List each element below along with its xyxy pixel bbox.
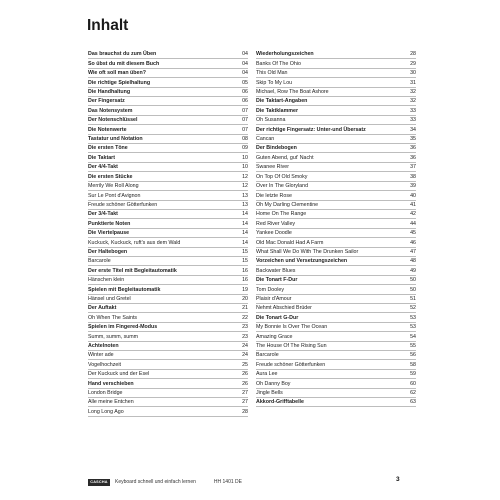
toc-entry-page: 38 bbox=[410, 173, 416, 180]
toc-entry-page: 60 bbox=[410, 380, 416, 387]
toc-entry bbox=[88, 379, 248, 388]
toc-entry-page: 29 bbox=[410, 60, 416, 67]
toc-entry bbox=[88, 257, 248, 266]
toc-entry bbox=[256, 257, 416, 266]
toc-entry-title: Long Long Ago bbox=[88, 408, 124, 415]
toc-entry-page: 53 bbox=[410, 324, 416, 331]
toc-entry-page: 49 bbox=[410, 267, 416, 274]
toc-entry-title: Vogelhochzeit bbox=[88, 361, 121, 368]
page-number: 3 bbox=[396, 476, 400, 483]
toc-entry-page: 21 bbox=[242, 305, 248, 312]
toc-entry bbox=[256, 295, 416, 304]
toc-entry-title: Die Tonart F-Dur bbox=[256, 277, 298, 284]
toc-column-left bbox=[88, 50, 248, 417]
toc-entry-page: 33 bbox=[410, 107, 416, 114]
toc-entry-title: Achtelnoten bbox=[88, 343, 119, 349]
toc-entry bbox=[256, 182, 416, 191]
toc-entry bbox=[88, 153, 248, 162]
toc-entry bbox=[88, 163, 248, 172]
toc-entry-page: 36 bbox=[410, 145, 416, 152]
page-title: Inhalt bbox=[87, 17, 129, 34]
toc-entry-page: 14 bbox=[242, 220, 248, 227]
toc-entry-title: This Old Man bbox=[256, 70, 288, 77]
toc-entry-title: Amazing Grace bbox=[256, 333, 293, 340]
toc-entry bbox=[256, 88, 416, 97]
toc-entry-title: So übst du mit diesem Buch bbox=[88, 60, 160, 67]
toc-entry-page: 28 bbox=[410, 51, 416, 58]
toc-entry-title: Red River Valley bbox=[256, 220, 296, 227]
toc-entry-page: 04 bbox=[242, 60, 248, 67]
toc-entry-title: Der Haltebogen bbox=[88, 248, 128, 255]
toc-entry bbox=[256, 191, 416, 200]
toc-entry-page: 15 bbox=[242, 248, 248, 255]
toc-entry-title: Plaisir d'Amour bbox=[256, 295, 292, 302]
toc-entry-page: 63 bbox=[410, 399, 416, 406]
toc-entry-title: Die Tonart G-Dur bbox=[256, 314, 299, 321]
toc-entry-title: Die Notenwerte bbox=[88, 126, 127, 133]
toc-entry bbox=[88, 398, 248, 407]
toc-entry bbox=[88, 351, 248, 360]
toc-entry-page: 12 bbox=[242, 183, 248, 190]
toc-entry-title: Oh Danny Boy bbox=[256, 380, 291, 387]
toc-entry-page: 31 bbox=[410, 79, 416, 86]
toc-entry bbox=[256, 78, 416, 87]
toc-entry-title: Oh Susanna bbox=[256, 117, 286, 124]
toc-entry-title: Wie oft soll man üben? bbox=[88, 70, 146, 77]
toc-entry bbox=[256, 97, 416, 106]
product-code: HH 1401 DE bbox=[213, 479, 242, 485]
toc-entry-title: Nehmt Abschied Brüder bbox=[256, 305, 312, 312]
toc-entry bbox=[256, 379, 416, 388]
toc-entry-page: 23 bbox=[242, 324, 248, 331]
toc-entry bbox=[88, 370, 248, 379]
toc-entry-title: Yankee Doodle bbox=[256, 230, 292, 237]
toc-entry-title: Alle meine Entchen bbox=[88, 399, 134, 406]
toc-entry-page: 24 bbox=[242, 343, 248, 349]
toc-entry-page: 58 bbox=[410, 361, 416, 368]
toc-entry-page: 53 bbox=[410, 314, 416, 321]
toc-entry-title: Backwater Blues bbox=[256, 267, 296, 274]
toc-entry-page: 07 bbox=[242, 126, 248, 133]
toc-entry bbox=[256, 106, 416, 115]
toc-entry-page: 25 bbox=[242, 361, 248, 368]
toc-entry-title: Hänschen klein bbox=[88, 277, 125, 284]
toc-entry-page: 10 bbox=[242, 164, 248, 171]
toc-entry bbox=[88, 407, 248, 416]
toc-entry-title: Der 4/4-Takt bbox=[88, 164, 118, 171]
toc-entry-page: 39 bbox=[410, 183, 416, 190]
toc-entry-title: Barcarole bbox=[88, 258, 111, 265]
toc-entry-page: 16 bbox=[242, 267, 248, 274]
toc-entry bbox=[88, 332, 248, 341]
toc-entry bbox=[88, 210, 248, 219]
toc-entry-page: 40 bbox=[410, 192, 416, 199]
toc-entry bbox=[256, 59, 416, 68]
toc-entry bbox=[256, 219, 416, 228]
toc-entry bbox=[256, 323, 416, 332]
toc-entry bbox=[88, 144, 248, 153]
toc-entry bbox=[256, 229, 416, 238]
toc-entry bbox=[256, 210, 416, 219]
toc-entry bbox=[88, 59, 248, 68]
toc-entry-title: Die ersten Stücke bbox=[88, 173, 133, 180]
toc-entry bbox=[88, 172, 248, 181]
toc-entry-page: 32 bbox=[410, 98, 416, 105]
toc-entry bbox=[256, 50, 416, 59]
toc-entry bbox=[88, 313, 248, 322]
toc-entry-page: 26 bbox=[242, 380, 248, 387]
toc-entry bbox=[256, 370, 416, 379]
toc-entry-title: My Bonnie Is Over The Ocean bbox=[256, 324, 328, 331]
toc-entry bbox=[88, 97, 248, 106]
toc-entry-title: Die Taktart bbox=[88, 154, 115, 161]
toc-entry-page: 42 bbox=[410, 211, 416, 218]
toc-entry bbox=[88, 125, 248, 134]
toc-entry-title: Hand verschieben bbox=[88, 380, 134, 387]
toc-entry-title: Das brauchst du zum Üben bbox=[88, 51, 157, 58]
toc-entry-title: What Shall We Do With The Drunken Sailor bbox=[256, 248, 359, 255]
toc-entry-title: Wiederholungszeichen bbox=[256, 51, 314, 58]
toc-entry-page: 41 bbox=[410, 201, 416, 208]
toc-entry-page: 34 bbox=[410, 126, 416, 133]
toc-entry bbox=[256, 304, 416, 313]
toc-entry-page: 12 bbox=[242, 173, 248, 180]
toc-entry-title: Tastatur und Notation bbox=[88, 136, 143, 143]
toc-entry-page: 51 bbox=[410, 295, 416, 302]
toc-entry-title: Punktierte Noten bbox=[88, 220, 131, 227]
toc-entry-page: 14 bbox=[242, 211, 248, 218]
toc-entry-page: 37 bbox=[410, 164, 416, 171]
toc-entry bbox=[88, 219, 248, 228]
book-subtitle: Keyboard schnell und einfach lernen bbox=[115, 479, 196, 485]
toc-entry-title: Der 3/4-Takt bbox=[88, 211, 118, 218]
toc-entry-title: Der Auftakt bbox=[88, 305, 117, 312]
toc-entry-page: 59 bbox=[410, 371, 416, 378]
toc-entry-title: Oh My Darling Clementine bbox=[256, 201, 319, 208]
toc-entry-page: 55 bbox=[410, 343, 416, 349]
toc-entry bbox=[256, 332, 416, 341]
toc-entry-title: Die Taktklammer bbox=[256, 107, 299, 114]
toc-entry bbox=[88, 106, 248, 115]
toc-entry bbox=[256, 398, 416, 407]
toc-entry-page: 20 bbox=[242, 295, 248, 302]
toc-entry-title: Spielen im Fingered-Modus bbox=[88, 324, 158, 331]
toc-entry-title: Die richtige Spielhaltung bbox=[88, 79, 151, 86]
toc-entry-title: Barcarole bbox=[256, 352, 279, 359]
toc-entry-page: 27 bbox=[242, 399, 248, 406]
toc-entry bbox=[256, 116, 416, 125]
toc-entry-page: 14 bbox=[242, 239, 248, 246]
toc-entry bbox=[88, 248, 248, 257]
toc-entry-page: 04 bbox=[242, 70, 248, 77]
toc-entry bbox=[256, 248, 416, 257]
toc-entry-title: Aura Lee bbox=[256, 371, 278, 378]
toc-entry-title: Der Bindebogen bbox=[256, 145, 297, 152]
toc-entry-title: London Bridge bbox=[88, 390, 123, 397]
toc-entry bbox=[88, 229, 248, 238]
publisher-logo: CASCHA bbox=[88, 479, 110, 486]
toc-column-right bbox=[256, 50, 416, 407]
toc-entry-page: 36 bbox=[410, 154, 416, 161]
toc-entry-page: 27 bbox=[242, 390, 248, 397]
toc-entry bbox=[256, 201, 416, 210]
toc-entry bbox=[88, 295, 248, 304]
toc-entry bbox=[88, 323, 248, 332]
toc-entry-page: 26 bbox=[242, 371, 248, 378]
toc-entry-title: Der Notenschlüssel bbox=[88, 117, 138, 124]
toc-entry bbox=[88, 191, 248, 200]
toc-entry-page: 32 bbox=[410, 89, 416, 96]
toc-entry-title: Guten Abend, gut' Nacht bbox=[256, 154, 314, 161]
toc-entry bbox=[88, 389, 248, 398]
page-footer bbox=[88, 477, 408, 487]
toc-entry bbox=[88, 116, 248, 125]
toc-entry bbox=[88, 238, 248, 247]
toc-entry bbox=[256, 351, 416, 360]
toc-entry-title: On Top Of Old Smoky bbox=[256, 173, 308, 180]
toc-entry-page: 33 bbox=[410, 117, 416, 124]
toc-entry-title: Freude schöner Götterfunken bbox=[88, 201, 158, 208]
toc-entry-page: 44 bbox=[410, 220, 416, 227]
toc-entry bbox=[88, 69, 248, 78]
toc-entry-page: 54 bbox=[410, 333, 416, 340]
toc-entry-page: 35 bbox=[410, 136, 416, 143]
toc-entry-page: 06 bbox=[242, 89, 248, 96]
toc-entry-title: Swanee River bbox=[256, 164, 289, 171]
toc-entry-title: Winter ade bbox=[88, 352, 114, 359]
toc-entry-title: Der richtige Fingersatz: Unter-und Übersatz bbox=[256, 126, 366, 133]
toc-entry bbox=[88, 201, 248, 210]
toc-entry bbox=[256, 153, 416, 162]
toc-entry-page: 56 bbox=[410, 352, 416, 359]
toc-entry-title: Der erste Titel mit Begleitautomatik bbox=[88, 267, 177, 274]
toc-entry bbox=[256, 144, 416, 153]
toc-entry bbox=[256, 135, 416, 144]
toc-entry-page: 14 bbox=[242, 230, 248, 237]
toc-entry-title: Hänsel und Gretel bbox=[88, 295, 131, 302]
toc-entry-title: Spielen mit Begleitautomatik bbox=[88, 286, 161, 293]
toc-entry-title: Vorzeichen und Versetzungszeichen bbox=[256, 258, 348, 265]
toc-entry-title: Skip To My Lou bbox=[256, 79, 293, 86]
toc-entry bbox=[88, 342, 248, 351]
toc-entry bbox=[88, 135, 248, 144]
toc-entry-title: Oh When The Saints bbox=[88, 314, 138, 321]
toc-entry bbox=[256, 69, 416, 78]
toc-entry-page: 50 bbox=[410, 286, 416, 293]
toc-entry-page: 62 bbox=[410, 390, 416, 397]
toc-entry-title: Tom Dooley bbox=[256, 286, 284, 293]
toc-entry-title: Home On The Range bbox=[256, 211, 307, 218]
toc-entry-title: Die Taktart-Angaben bbox=[256, 98, 308, 105]
toc-entry-title: The House Of The Rising Sun bbox=[256, 343, 327, 349]
toc-entry-page: 52 bbox=[410, 305, 416, 312]
toc-entry-page: 05 bbox=[242, 79, 248, 86]
toc-entry-title: Der Kuckuck und der Esel bbox=[88, 371, 150, 378]
toc-entry bbox=[256, 266, 416, 275]
toc-entry-page: 04 bbox=[242, 51, 248, 58]
toc-entry-title: Die ersten Töne bbox=[88, 145, 128, 152]
toc-entry bbox=[88, 88, 248, 97]
toc-entry-title: Jingle Bells bbox=[256, 390, 283, 397]
toc-entry-page: 06 bbox=[242, 98, 248, 105]
toc-entry-title: Kuckuck, Kuckuck, ruft's aus dem Wald bbox=[88, 239, 181, 246]
toc-entry bbox=[256, 360, 416, 369]
toc-entry bbox=[256, 163, 416, 172]
toc-entry bbox=[88, 304, 248, 313]
toc-entry bbox=[88, 360, 248, 369]
toc-entry-title: Michael, Row The Boat Ashore bbox=[256, 89, 329, 96]
toc-entry bbox=[256, 238, 416, 247]
toc-entry-title: Die Viertelpause bbox=[88, 230, 130, 237]
toc-entry bbox=[256, 313, 416, 322]
toc-entry-title: Sur Le Pont d'Avignon bbox=[88, 192, 141, 199]
toc-entry-title: Old Mac Donald Had A Farm bbox=[256, 239, 324, 246]
toc-entry-page: 30 bbox=[410, 70, 416, 77]
toc-entry-title: Merrily We Roll Along bbox=[88, 183, 139, 190]
toc-entry-page: 47 bbox=[410, 248, 416, 255]
toc-entry-page: 50 bbox=[410, 277, 416, 284]
toc-entry-page: 09 bbox=[242, 145, 248, 152]
toc-entry-page: 19 bbox=[242, 286, 248, 293]
toc-entry bbox=[88, 50, 248, 59]
toc-entry-page: 46 bbox=[410, 239, 416, 246]
toc-entry bbox=[256, 172, 416, 181]
toc-entry-page: 24 bbox=[242, 352, 248, 359]
toc-entry-page: 07 bbox=[242, 117, 248, 124]
toc-entry-title: Banks Of The Ohio bbox=[256, 60, 301, 67]
toc-entry-title: Summ, summ, summ bbox=[88, 333, 139, 340]
toc-entry-page: 07 bbox=[242, 107, 248, 114]
toc-entry-title: Cancan bbox=[256, 136, 275, 143]
toc-entry-page: 48 bbox=[410, 258, 416, 265]
toc-entry bbox=[88, 78, 248, 87]
toc-entry bbox=[88, 285, 248, 294]
toc-entry bbox=[256, 276, 416, 285]
toc-entry bbox=[88, 182, 248, 191]
toc-entry bbox=[256, 342, 416, 351]
toc-entry-page: 08 bbox=[242, 136, 248, 143]
toc-entry bbox=[88, 276, 248, 285]
toc-entry-page: 28 bbox=[242, 408, 248, 415]
toc-entry-page: 23 bbox=[242, 333, 248, 340]
toc-entry bbox=[88, 266, 248, 275]
toc-entry-title: Akkord-Grifftabelle bbox=[256, 399, 304, 406]
toc-entry-title: Over In The Gloryland bbox=[256, 183, 309, 190]
toc-entry-page: 45 bbox=[410, 230, 416, 237]
toc-entry-page: 15 bbox=[242, 258, 248, 265]
toc-entry-title: Freude schöner Götterfunken bbox=[256, 361, 326, 368]
toc-entry bbox=[256, 389, 416, 398]
toc-entry-title: Die Handhaltung bbox=[88, 89, 131, 96]
toc-entry bbox=[256, 285, 416, 294]
toc-entry bbox=[256, 125, 416, 134]
toc-entry-title: Der Fingersatz bbox=[88, 98, 125, 105]
toc-entry-page: 13 bbox=[242, 201, 248, 208]
toc-entry-title: Das Notensystem bbox=[88, 107, 133, 114]
toc-entry-page: 16 bbox=[242, 277, 248, 284]
toc-entry-page: 22 bbox=[242, 314, 248, 321]
toc-entry-title: Die letzte Rose bbox=[256, 192, 292, 199]
toc-entry-page: 13 bbox=[242, 192, 248, 199]
toc-entry-page: 10 bbox=[242, 154, 248, 161]
